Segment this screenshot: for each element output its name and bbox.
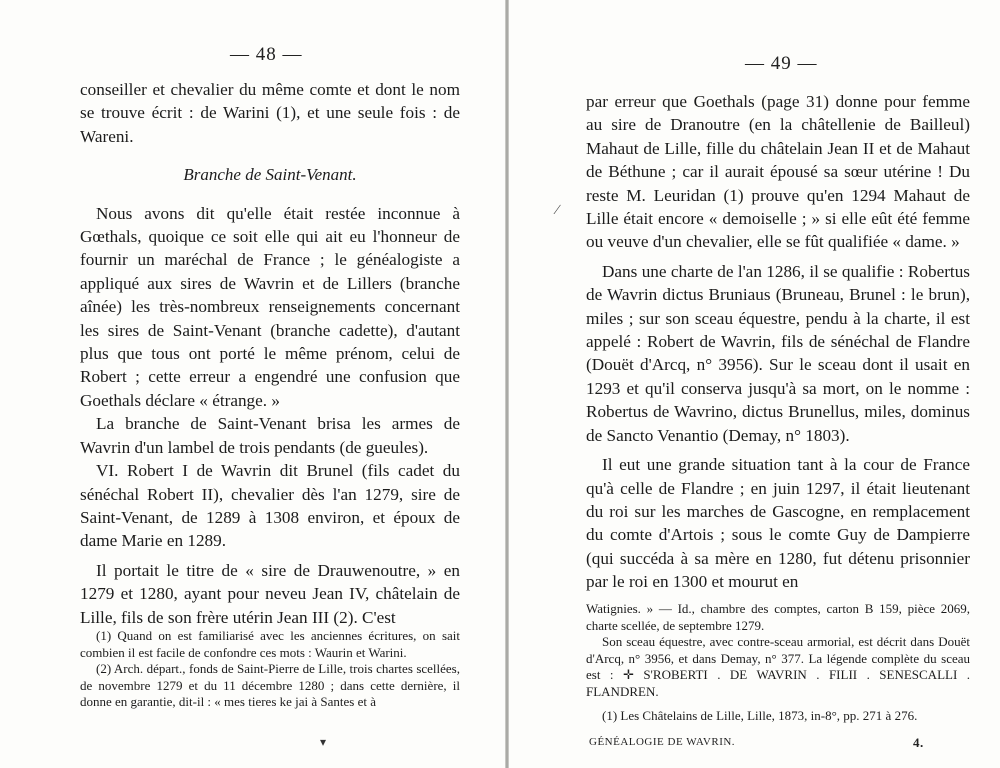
- right-footnotes: [586, 601, 970, 725]
- section-heading: Branche de Saint-Venant.: [183, 165, 357, 185]
- signature-mark: 4.: [913, 735, 924, 750]
- footnote-continuation: Son sceau équestre, avec contre-sceau armorial, est décrit dans Douët d'Arcq, n° 3956, et dans Demay, n° 377. La légende complète du sceau est : ✛ S'ROBERTI . DE WAVRIN . FILII . SENESCALLI . FLANDREN.: [586, 634, 970, 699]
- right-page: [509, 0, 1000, 768]
- paragraph: conseiller et chevalier du même comte et dont le nom se trouve écrit : de Warini (1), et une seule fois : de Wareni.: [80, 80, 460, 146]
- page-number-right: — 49 —: [745, 53, 818, 74]
- margin-mark: ∕: [556, 203, 559, 218]
- page-number-left: — 48 —: [230, 44, 303, 65]
- footnote-continuation: Watignies. » — Id., chambre des comptes, carton B 159, pièce 2069, charte scellée, de septembre 1279.: [586, 601, 970, 633]
- left-page-body: [80, 78, 460, 629]
- paragraph: Il eut une grande situation tant à la cour de France qu'à celle de Flandre ; en juin 1297, il était lieutenant du roi sur les marches de Gascogne, en remplacement du comte d'Artois ; sous le comte Guy de Dampierre (qui succéda à sa mère en 1280, fut détenu prisonnier par le roi en 1300 et mourut en: [586, 455, 970, 592]
- paragraph: Nous avons dit qu'elle était restée inconnue à Gœthals, quoique ce soit elle qui ait eu l'honneur de fournir un maréchal de France ; le généalogiste a appliqué aux sires de Wavrin et de Lillers (branche aînée) les très-nombreux renseignements concernant les sires de Saint-Venant (branche cadette), d'autant plus que tous ont porté le même prénom, celui de Robert ; cette erreur a engendré une confusion que Goethals déclare « étrange. »: [80, 203, 460, 410]
- footnote: (2) Arch. départ., fonds de Saint-Pierre de Lille, trois chartes scellées, de novembre 1279 et du 11 décembre 1280 ; dans cette dernière, il donne en garantie, dit-il : « mes tieres ke jai à Santes et à: [80, 661, 460, 709]
- paragraph: VI. Robert I de Wavrin dit Brunel (fils cadet du sénéchal Robert II), chevalier dès l'an 1279, sire de Saint-Venant, de 1289 à 1308 environ, et époux de dame Marie en 1289.: [80, 461, 460, 551]
- left-footnotes: [80, 628, 460, 711]
- footnote: (1) Quand on est familiarisé avec les anciennes écritures, on sait combien il est facile de confondre ces mots : Waurin et Warini.: [80, 628, 460, 660]
- right-page-body: [586, 90, 970, 594]
- ink-mark: ▾: [320, 735, 327, 749]
- paragraph: Dans une charte de l'an 1286, il se qualifie : Robertus de Wavrin dictus Bruniaus (Bruneau, Brunel : le brun), miles ; sur son sceau équestre, pendu à la charte, il est appelé : Robert de Wavrin, fils de sénéchal de Flandre (Douët d'Arcq, n° 3956). Sur le sceau dont il usait en 1293 et qu'il conserva jusqu'à sa mort, on le nomme : Robertus de Wavrino, dictus Brunellus, miles, dominus de Sancto Venantio (Demay, n° 1803).: [586, 261, 970, 445]
- signature-title: GÉNÉALOGIE DE WAVRIN.: [589, 736, 736, 748]
- paragraph: par erreur que Goethals (page 31) donne pour femme au sire de Dranoutre (en la châtellenie de Bailleul) Mahaut de Lille, fille du châtelain Jean II et de Mahaut de Béthune ; car il aurait épousé sa sœur utérine ! Du reste M. Leuridan (1) prouve qu'en 1294 Mahaut de Lille était encore « demoiselle ; » si elle eût été femme ou veuve d'un chevalier, elle se fût qualifiée « dame. »: [586, 92, 970, 252]
- paragraph: Il portait le titre de « sire de Drauwenoutre, » en 1279 et 1280, ayant pour neveu Jean IV, châtelain de Lille, fils de son frère utérin Jean III (2). C'est: [80, 560, 460, 627]
- paragraph: La branche de Saint-Venant brisa les armes de Wavrin d'un lambel de trois pendants (de gueules).: [80, 414, 460, 457]
- footnote: (1) Les Châtelains de Lille, Lille, 1873, in-8°, pp. 271 à 276.: [602, 708, 918, 723]
